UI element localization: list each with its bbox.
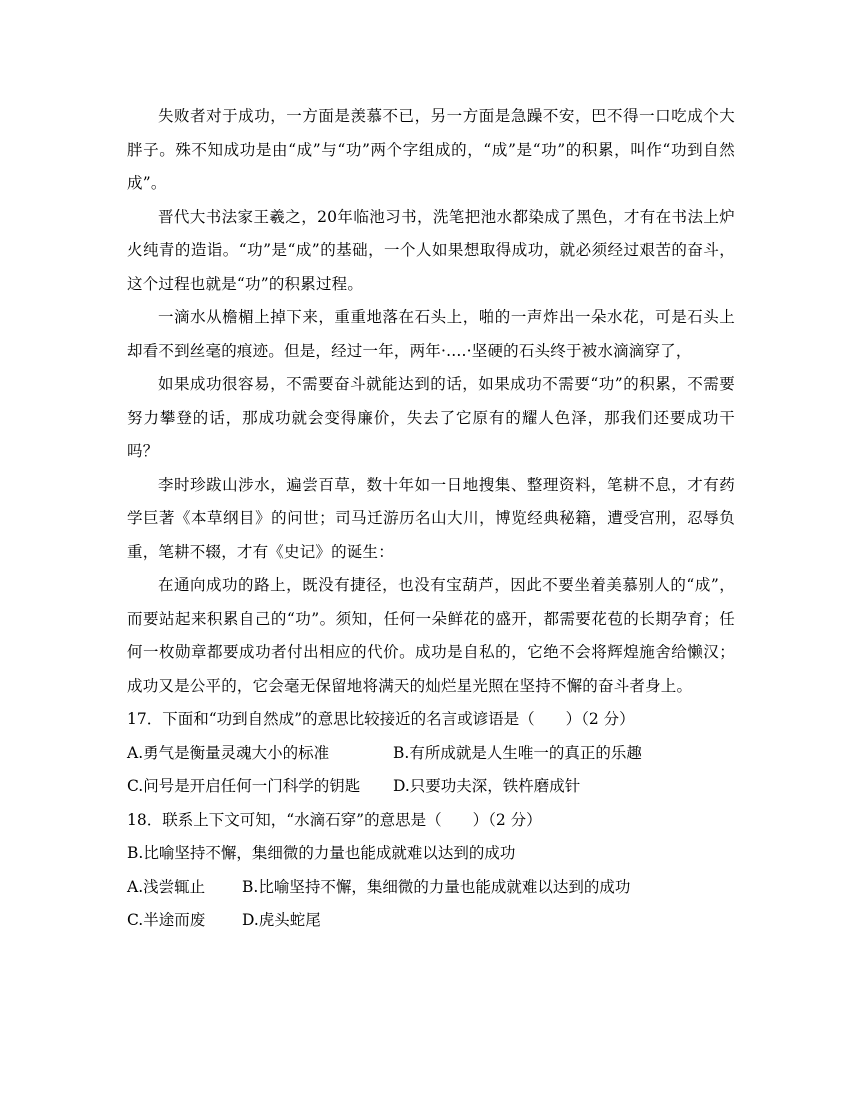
passage-paragraph-6: 在通向成功的路上，既没有捷径，也没有宝葫芦，因此不要坐着美慕别人的“成”，而要站起来积累自己的“功”。须知，任何一朵鲜花的盛开，都需要花苞的长期孕育；任何一枚勋章都要成功者付出相应的代价。成功是自私的，它绝不会将辉煌施舍给懒汉；成功又是公平的，它会毫无保留地将满天的灿烂星光照在坚持不懈的奋斗者身上。 — [127, 576, 735, 695]
question-17-stem: 17．下面和“功到自然成”的意思比较接近的名言或谚语是（ ）（2 分） — [127, 710, 635, 728]
passage-paragraph-1: 失败者对于成功，一方面是羡慕不已，另一方面是急躁不安，巴不得一口吃成个大胖子。殊不知成功是由“成”与“功”两个字组成的，“成”是“功”的积累，叫作“功到自然成”。 — [127, 107, 735, 192]
question-18-option-c: C.半途而废 — [127, 911, 206, 929]
question-18-options-row-2 — [127, 904, 735, 938]
question-17-options-row-1 — [127, 737, 735, 771]
question-18-answer-line: B.比喻坚持不懈，集细微的力量也能成就难以达到的成功 — [127, 844, 516, 862]
question-17-option-a: A.勇气是衡量灵魂大小的标准 — [127, 743, 330, 762]
question-18-option-a: A.浅尝辄止 — [127, 877, 206, 896]
question-18-stem: 18．联系上下文可知，“水滴石穿”的意思是（ ）（2 分） — [127, 810, 542, 829]
question-17-option-d: D.只要功夫深，铁杵磨成针 — [393, 777, 581, 795]
question-17-option-b: B.有所成就是人生唯一的真正的乐趣 — [393, 743, 642, 762]
passage-paragraph-5: 李时珍跋山涉水，遍尝百草，数十年如一日地搜集、整理资料，笔耕不息，才有药学巨著《本草纲目》的问世；司马迁游历名山大川，博览经典秘籍，遭受宫刑，忍辱负重，笔耕不辍，才有《史记》的诞生： — [127, 475, 735, 561]
question-18-option-b: B.比喻坚持不懈，集细微的力量也能成就难以达到的成功 — [242, 877, 631, 896]
question-18-option-d: D.虎头蛇尾 — [242, 911, 321, 929]
document-content — [127, 100, 735, 938]
passage-paragraph-4: 如果成功很容易，不需要奋斗就能达到的话，如果成功不需要“功”的积累，不需要努力攀登的话，那成功就会变得廉价，失去了它原有的耀人色泽，那我们还要成功干吗？ — [127, 375, 735, 460]
passage-paragraph-3: 一滴水从檐楣上掉下来，重重地落在石头上，啪的一声炸出一朵水花，可是石头上却看不到丝毫的痕迹。但是，经过一年，两年·....·坚硬的石头终于被水滴滴穿了， — [127, 308, 735, 360]
question-17-option-c: C.问号是开启任何一门科学的钥匙 — [127, 777, 361, 795]
question-17-options-row-2 — [127, 770, 735, 804]
question-18-options-row-1 — [127, 871, 735, 905]
passage-paragraph-2: 晋代大书法家王羲之，20年临池习书，洗笔把池水都染成了黑色，才有在书法上炉火纯青的造诣。“功”是“成”的基础，一个人如果想取得成功，就必须经过艰苦的奋斗，这个过程也就是“功”的积累过程。 — [127, 207, 735, 293]
